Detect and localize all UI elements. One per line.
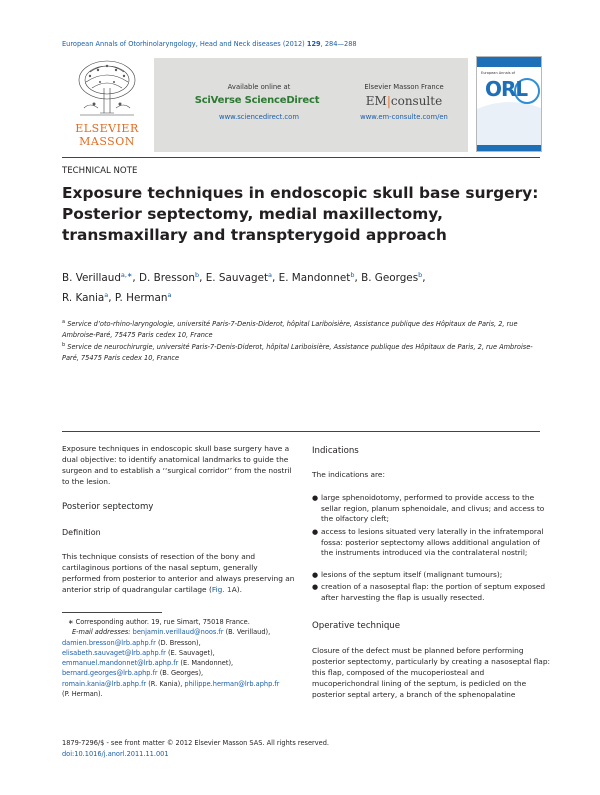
copyright-line: 1879-7296/$ - see front matter © 2012 Elsevier Masson SAS. All rights reserved. — [62, 739, 329, 747]
affiliation-marker: a — [62, 319, 66, 325]
masson-wordmark: MASSON — [79, 135, 135, 148]
author-name: E. Sauvaget — [205, 272, 269, 284]
em-consulte-logo — [339, 94, 469, 108]
author-separator: , — [272, 272, 279, 284]
email-link[interactable]: benjamin.verillaud@noos.fr — [132, 628, 224, 637]
author-name: P. Herman — [114, 292, 168, 304]
journal-volume: 129 — [306, 40, 321, 48]
section-title-indications: Indications — [312, 446, 359, 456]
list-item — [312, 582, 550, 603]
journal-citation[interactable] — [62, 40, 357, 48]
list-item — [312, 527, 550, 559]
list-item — [312, 570, 550, 581]
available-online-label: Available online at — [227, 83, 291, 91]
email-label: E-mail addresses: — [72, 628, 131, 637]
email-owner: (D. Bresson), — [155, 638, 201, 647]
email-link[interactable]: bernard.georges@lrb.aphp.fr — [62, 669, 158, 678]
doi-link[interactable]: doi:10.1016/j.anorl.2011.11.001 — [62, 749, 169, 758]
author-name: D. Bresson — [139, 272, 195, 284]
email-line: (P. Herman). — [62, 690, 103, 699]
elsevier-tree-icon — [70, 58, 144, 120]
sciencedirect-link[interactable]: www.sciencedirect.com — [219, 113, 299, 121]
email-block — [62, 627, 300, 637]
article-type: TECHNICAL NOTE — [62, 166, 138, 176]
author-separator: , — [108, 292, 115, 304]
email-line — [62, 679, 300, 689]
corresponding-author-footnote — [62, 617, 300, 699]
indications-intro: The indications are: — [312, 470, 385, 479]
email-link[interactable]: philippe.herman@lrb.aphp.fr — [184, 679, 280, 688]
author-list — [62, 267, 542, 307]
author-separator: , — [132, 272, 140, 284]
email-line — [62, 658, 300, 668]
em-consulte-em: EM — [365, 94, 387, 108]
sciverse-logo: SciVerse ScienceDirect — [194, 95, 320, 106]
author-affiliation-link[interactable]: b — [194, 271, 200, 279]
email-owner: (E. Sauvaget), — [165, 648, 215, 657]
page-footer — [62, 738, 329, 759]
email-owner: (R. Kania), — [146, 679, 185, 688]
email-link[interactable]: emmanuel.mandonnet@lrb.aphp.fr — [62, 659, 179, 668]
footnote-divider — [62, 612, 162, 613]
list-item-text: large sphenoidotomy, performed to provide access to the sellar region, planum sphenoidale, and clivus; and access to the olfactory cleft; — [321, 493, 545, 524]
email-line — [62, 668, 300, 678]
affiliation-marker: b — [62, 342, 66, 348]
email-owner: (B. Verillaud), — [223, 628, 271, 637]
journal-pages: , 284—288 — [320, 40, 357, 48]
figure-link[interactable]: Fig. 1 — [211, 585, 232, 594]
affiliation-b — [62, 340, 540, 364]
section-title-posterior-septectomy: Posterior septectomy — [62, 502, 154, 512]
author-affiliation-link[interactable]: a,∗ — [120, 271, 133, 279]
journal-name[interactable]: European Annals of Otorhinolaryngology, Head and Neck diseases (2012) — [62, 40, 305, 48]
list-item-text: creation of a nasoseptal flap: the portion of septum exposed after harvesting the flap is usually resected. — [321, 582, 546, 602]
subsection-title-definition: Definition — [62, 528, 101, 537]
operative-paragraph: Closure of the defect must be planned before performing posterior septectomy, particularly by creating a nasoseptal flap: this flap, composed of the mucoperiosteal and mucoperichondral lining of the septum, is pedicled on the posterior septal artery, a branch of the sphenopalatine — [312, 646, 551, 699]
list-item-text: access to lesions situated very laterally in the infratemporal fossa: posterior septectomy allows additional angulation of the instruments introduced via the contralateral nostril; — [321, 527, 544, 558]
bullet-icon: ● — [312, 583, 319, 591]
header-divider — [62, 157, 540, 158]
bullet-icon: ● — [312, 571, 319, 579]
author-affiliation-link[interactable]: a — [167, 291, 172, 299]
author-separator: , — [354, 272, 362, 284]
author-affiliation-link[interactable]: a — [104, 291, 109, 299]
definition-text: This technique consists of resection of the bony and cartilaginous portions of the nasal septum, generally performed from posterior to anterior and always preserving an anterior strip of quadrangular cartilage ( — [62, 552, 295, 594]
elsevier-masson-france-label: Elsevier Masson France — [364, 83, 444, 91]
email-line — [62, 648, 300, 658]
elsevier-logo — [62, 58, 152, 152]
author-name: E. Mandonnet — [278, 272, 351, 284]
list-item — [312, 493, 550, 525]
email-link[interactable]: damien.bresson@lrb.aphp.fr — [62, 638, 156, 647]
author-separator: , — [199, 272, 206, 284]
definition-tail: A). — [231, 585, 242, 594]
bullet-icon: ● — [312, 494, 319, 502]
email-link[interactable]: romain.kania@lrb.aphp.fr — [62, 679, 147, 688]
author-affiliation-link[interactable]: b — [350, 271, 355, 279]
email-line — [62, 638, 300, 648]
affiliation-text: Service de neurochirurgie, université Paris-7-Denis-Diderot, hôpital Lariboisière, Assistance publique des Hôpitaux de Paris, 2, rue Ambroise-Paré, 75475 Paris cedex 10, France — [62, 343, 533, 362]
bullet-icon: ● — [312, 528, 319, 536]
em-consulte-link[interactable]: www.em-consulte.com/en — [360, 113, 448, 121]
author-name: R. Kania — [62, 292, 105, 304]
intro-paragraph: Exposure techniques in endoscopic skull base surgery have a dual objective: to identify anatomical landmarks to guide the surgeon and to establish a ‘‘surgical corridor’’ from the nostril to the lesion. — [62, 444, 292, 486]
journal-cover — [476, 56, 542, 152]
article-title: Exposure techniques in endoscopic skull base surgery: Posterior septectomy, medial maxillectomy, transmaxillary and transpterygoid approach — [62, 184, 539, 244]
author-separator: , — [422, 272, 426, 284]
definition-paragraph — [62, 551, 298, 595]
list-item-text: lesions of the septum itself (malignant tumours); — [321, 570, 503, 579]
author-name: B. Verillaud — [62, 272, 121, 284]
em-consulte-word: consulte — [390, 94, 443, 108]
corresponding-author-line: ∗ Corresponding author. 19, rue Simart, 75018 France. — [68, 618, 250, 626]
affiliation-text: Service d’oto-rhino-laryngologie, université Paris-7-Denis-Diderot, hôpital Lariboisière, Assistance publique des Hôpitaux de Paris, 2, rue Ambroise-Paré, 75475 Paris cedex 10, France — [62, 320, 518, 339]
elsevier-wordmark: ELSEVIER — [75, 122, 139, 135]
cover-tagline: European Annals of — [481, 71, 516, 75]
section-title-operative-technique: Operative technique — [312, 621, 401, 631]
affiliation-a — [62, 317, 540, 341]
publisher-banner — [154, 58, 468, 152]
email-owner: (B. Georges), — [157, 669, 204, 678]
body-divider — [62, 431, 540, 432]
author-name: B. Georges — [361, 272, 419, 284]
em-consulte-bar: | — [386, 94, 391, 108]
author-affiliation-link[interactable]: b — [418, 271, 423, 279]
author-affiliation-link[interactable]: a — [268, 271, 273, 279]
email-link[interactable]: elisabeth.sauvaget@lrb.aphp.fr — [62, 648, 166, 657]
email-owner: (E. Mandonnet), — [178, 659, 234, 668]
cover-title: ORL — [485, 77, 528, 101]
